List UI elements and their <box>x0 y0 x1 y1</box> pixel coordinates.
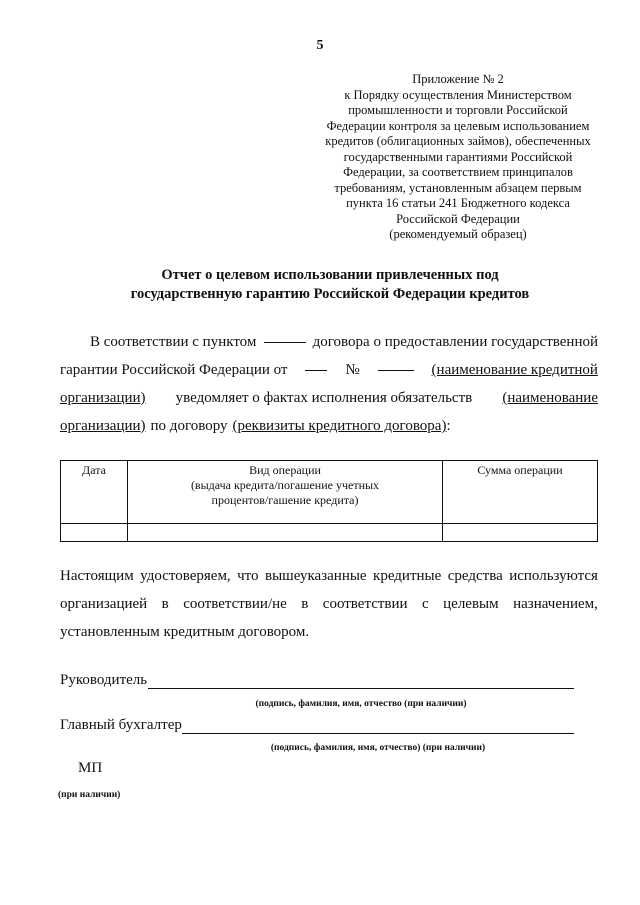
header-amount: Сумма операции <box>443 461 598 524</box>
appendix-line: государственными гарантиями Российской <box>343 149 573 164</box>
placeholder-credit-org-end: организации) <box>60 390 146 406</box>
clause-number-blank[interactable] <box>264 328 306 343</box>
intro-text: уведомляет о фактах исполнения обязательств <box>175 390 473 406</box>
certify-word: удостоверяем, <box>140 568 231 584</box>
certify-word: используются <box>509 568 598 584</box>
title-line-1: Отчет о целевом использовании привлеченных под <box>161 267 499 283</box>
certify-text: установленным кредитным договором. <box>60 624 310 640</box>
agreement-date-blank[interactable] <box>305 356 327 371</box>
appendix-line: кредитов (облигационных займов), обеспеченных <box>325 134 591 148</box>
certify-word: кредитные <box>373 568 442 584</box>
certify-word: средства <box>447 568 503 584</box>
appendix-header <box>300 72 616 243</box>
certify-word: организацией <box>60 596 148 612</box>
intro-text: № <box>345 362 360 378</box>
accountant-signature-label: Главный бухгалтер <box>60 717 182 733</box>
document-title <box>60 266 600 304</box>
intro-text: гарантии Российской Федерации от <box>60 362 288 378</box>
intro-colon: : <box>446 418 451 434</box>
appendix-line: Федерации контроля за целевым использованием <box>326 118 590 133</box>
head-signature-hint: (подпись, фамилия, имя, отчество (при наличии) <box>255 699 467 709</box>
certify-word: Настоящим <box>60 568 134 584</box>
placeholder-credit-org: (наименование кредитной <box>431 362 598 378</box>
intro-text: В соответствии с пунктом <box>90 334 257 350</box>
intro-text: по договору <box>150 418 228 434</box>
certify-word: целевым <box>443 596 499 612</box>
table-row <box>61 524 598 542</box>
appendix-line: Приложение № 2 <box>412 72 504 86</box>
stamp-note: (при наличии) <box>58 790 121 800</box>
appendix-line: (рекомендуемый образец) <box>389 227 527 241</box>
placeholder-org-name-end: организации) <box>60 418 146 434</box>
certify-word: что <box>237 568 259 584</box>
certify-word: назначением, <box>513 596 598 612</box>
head-signature-line[interactable] <box>148 688 574 689</box>
header-operation-line: процентов/гашение кредита) <box>211 493 359 507</box>
appendix-line: к Порядку осуществления Министерством <box>344 87 572 102</box>
placeholder-credit-agreement: (реквизиты кредитного договора) <box>232 418 447 434</box>
certify-word: соответствии/не <box>183 596 287 612</box>
appendix-line: требованиям, установленным абзацем первым <box>334 180 582 195</box>
appendix-line: Российской Федерации <box>396 211 520 226</box>
certify-word: вышеуказанные <box>265 568 367 584</box>
accountant-signature-line[interactable] <box>182 733 574 734</box>
certify-word: в <box>161 596 169 612</box>
stamp-place-label: МП <box>78 760 103 776</box>
agreement-number-blank[interactable] <box>378 356 414 371</box>
table-header-row <box>61 461 598 524</box>
header-operation-type <box>128 461 443 524</box>
certify-word: в <box>301 596 309 612</box>
page-number: 5 <box>316 38 324 53</box>
cell-operation-type[interactable] <box>128 524 443 542</box>
certify-word: соответствии <box>322 596 408 612</box>
head-signature-label: Руководитель <box>60 672 148 688</box>
appendix-line: пункта 16 статьи 241 Бюджетного кодекса <box>346 196 570 210</box>
header-operation-line: Вид операции <box>249 463 321 477</box>
accountant-signature-hint: (подпись, фамилия, имя, отчество) (при наличии) <box>270 743 486 753</box>
header-operation-line: (выдача кредита/погашение учетных <box>190 478 380 492</box>
appendix-line: Федерации, за соответствием принципалов <box>343 165 573 179</box>
cell-amount[interactable] <box>443 524 598 542</box>
certify-word: с <box>422 596 429 612</box>
appendix-line: промышленности и торговли Российской <box>348 103 568 117</box>
placeholder-org-name: (наименование <box>502 390 598 406</box>
intro-text: договора о предоставлении государственной <box>312 334 598 350</box>
title-line-2: государственную гарантию Российской Федерации кредитов <box>130 286 530 302</box>
certify-paragraph <box>60 562 598 646</box>
cell-date[interactable] <box>61 524 128 542</box>
header-date: Дата <box>61 461 128 524</box>
operations-table <box>60 460 598 542</box>
intro-paragraph <box>60 328 598 440</box>
